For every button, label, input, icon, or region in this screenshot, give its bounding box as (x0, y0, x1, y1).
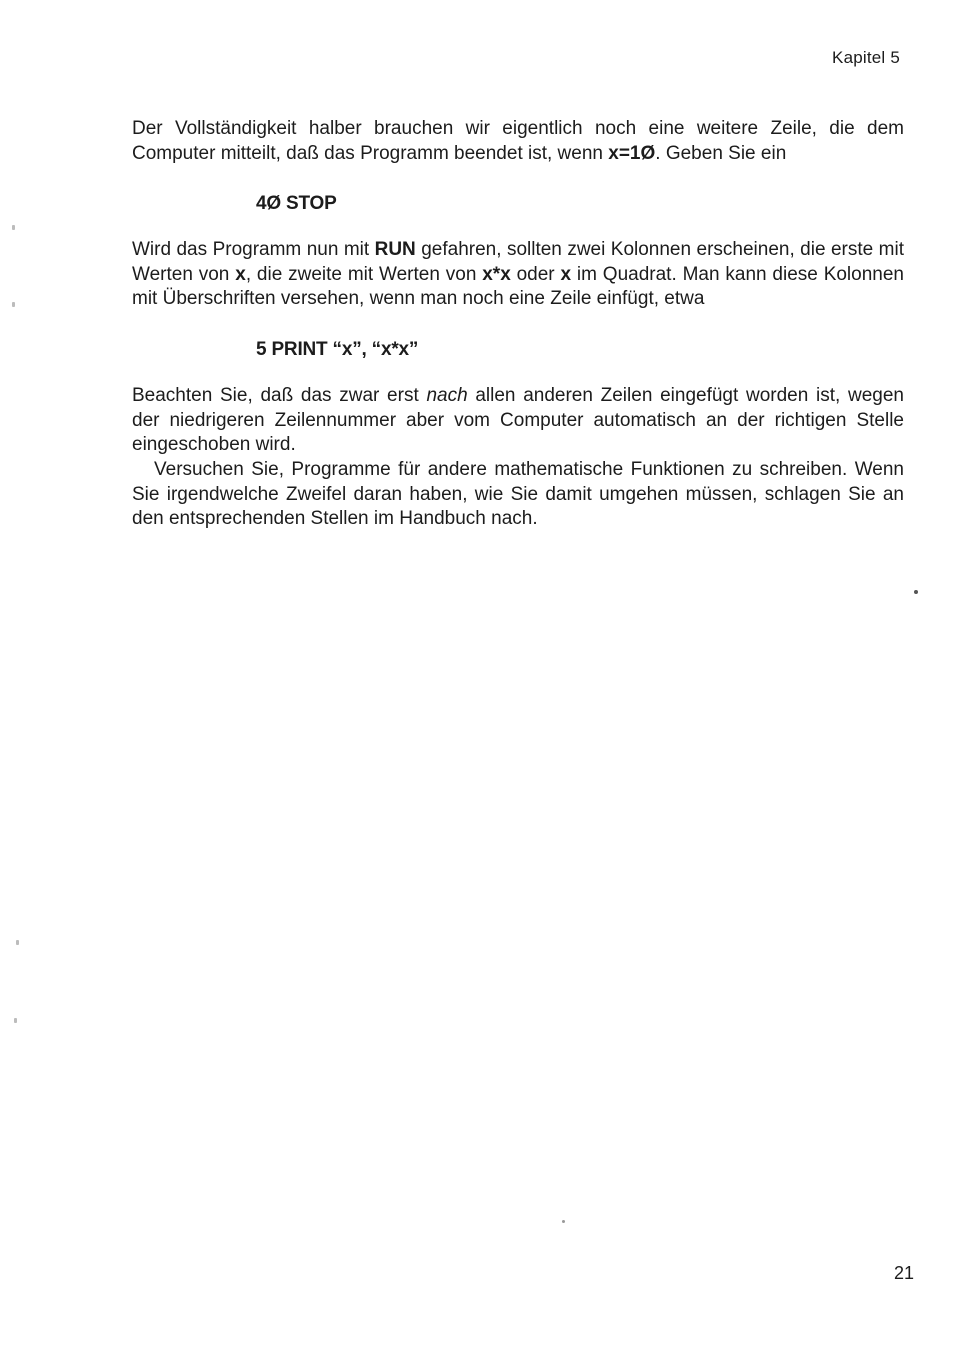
paragraph-completeness: Der Vollständigkeit halber brauchen wir eigentlich noch eine weitere Zeile, die dem Computer mitteilt, daß das Programm beendet ist, wenn x=1Ø. Geben Sie ein (132, 118, 904, 164)
scan-edge-mark (16, 940, 19, 945)
paragraph-run-program: Wird das Programm nun mit RUN gefahren, sollten zwei Kolonnen erscheinen, die erste mit Werten von x, die zweite mit Werten von x*x oder x im Quadrat. Man kann diese Kolonnen mit Überschriften versehen, wenn man noch eine Zeile einfügt, etwa (132, 239, 904, 309)
code-line-print: 5 PRINT “x”, “x*x” (256, 339, 419, 360)
page-number: 21 (893, 1263, 914, 1283)
inline-code-x-times-x: x*x (482, 263, 511, 285)
scan-edge-mark (12, 225, 15, 230)
inline-code-run: RUN (374, 239, 416, 260)
inline-code-x-squared: x (560, 263, 572, 285)
inline-code-x-equals-10: x=1Ø (608, 142, 656, 164)
paragraph-line-order: Beachten Sie, daß das zwar erst nach allen anderen Zeilen eingefügt worden ist, wegen der niedrigeren Zeilennummer aber vom Computer automatisch an der richtigen Stelle eingeschoben wird. (132, 385, 904, 455)
code-line-stop: 4Ø STOP (256, 193, 337, 214)
ink-speck (914, 590, 918, 594)
scan-edge-mark (12, 302, 15, 307)
emphasis-nach: nach (426, 385, 468, 406)
ink-speck (562, 1220, 565, 1223)
scan-edge-mark (14, 1018, 17, 1023)
inline-code-x: x (235, 263, 246, 285)
paragraph-exercise: Versuchen Sie, Programme für andere mathematische Funktionen zu schreiben. Wenn Sie irgendwelche Zweifel daran haben, wie Sie damit umgehen müssen, schlagen Sie an den entsprechenden Stellen im Handbuch nach. (132, 459, 904, 529)
chapter-header: Kapitel 5 (832, 48, 900, 67)
